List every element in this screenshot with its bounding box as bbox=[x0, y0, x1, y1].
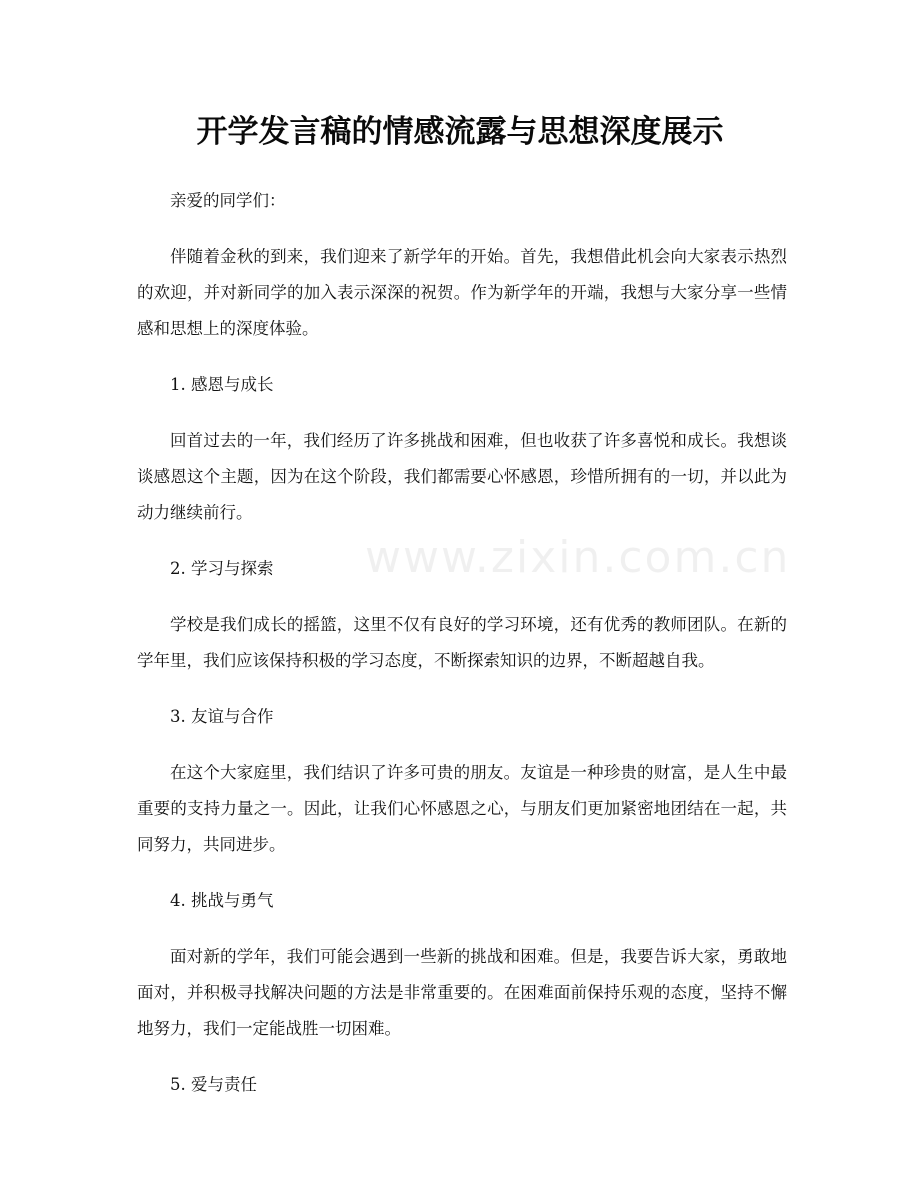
section-paragraph: 学校是我们成长的摇篮，这里不仅有良好的学习环境，还有优秀的教师团队。在新的学年里，我们应该保持积极的学习态度，不断探索知识的边界，不断超越自我。 bbox=[137, 615, 787, 670]
document-title: 开学发言稿的情感流露与思想深度展示 bbox=[196, 114, 724, 150]
section-heading: 1. 感恩与成长 bbox=[170, 375, 274, 394]
section-heading: 4. 挑战与勇气 bbox=[170, 891, 274, 910]
watermark: www.zixin.com.cn bbox=[365, 532, 791, 583]
greeting: 亲爱的同学们： bbox=[170, 191, 286, 210]
document-body bbox=[137, 183, 787, 1123]
section-heading: 2. 学习与探索 bbox=[170, 559, 274, 578]
section-paragraph: 回首过去的一年，我们经历了许多挑战和困难，但也收获了许多喜悦和成长。我想谈谈感恩这个主题，因为在这个阶段，我们都需要心怀感恩，珍惜所拥有的一切，并以此为动力继续前行。 bbox=[137, 431, 787, 522]
section-heading: 3. 友谊与合作 bbox=[170, 707, 274, 726]
section-paragraph: 面对新的学年，我们可能会遇到一些新的挑战和困难。但是，我要告诉大家，勇敢地面对，并积极寻找解决问题的方法是非常重要的。在困难面前保持乐观的态度，坚持不懈地努力，我们一定能战胜一切困难。 bbox=[137, 947, 787, 1038]
section-paragraph: 在这个大家庭里，我们结识了许多可贵的朋友。友谊是一种珍贵的财富，是人生中最重要的支持力量之一。因此，让我们心怀感恩之心，与朋友们更加紧密地团结在一起，共同努力，共同进步。 bbox=[137, 763, 787, 854]
section-heading: 5. 爱与责任 bbox=[170, 1075, 257, 1094]
intro-paragraph: 伴随着金秋的到来，我们迎来了新学年的开始。首先，我想借此机会向大家表示热烈的欢迎，并对新同学的加入表示深深的祝贺。作为新学年的开端，我想与大家分享一些情感和思想上的深度体验。 bbox=[137, 247, 787, 338]
